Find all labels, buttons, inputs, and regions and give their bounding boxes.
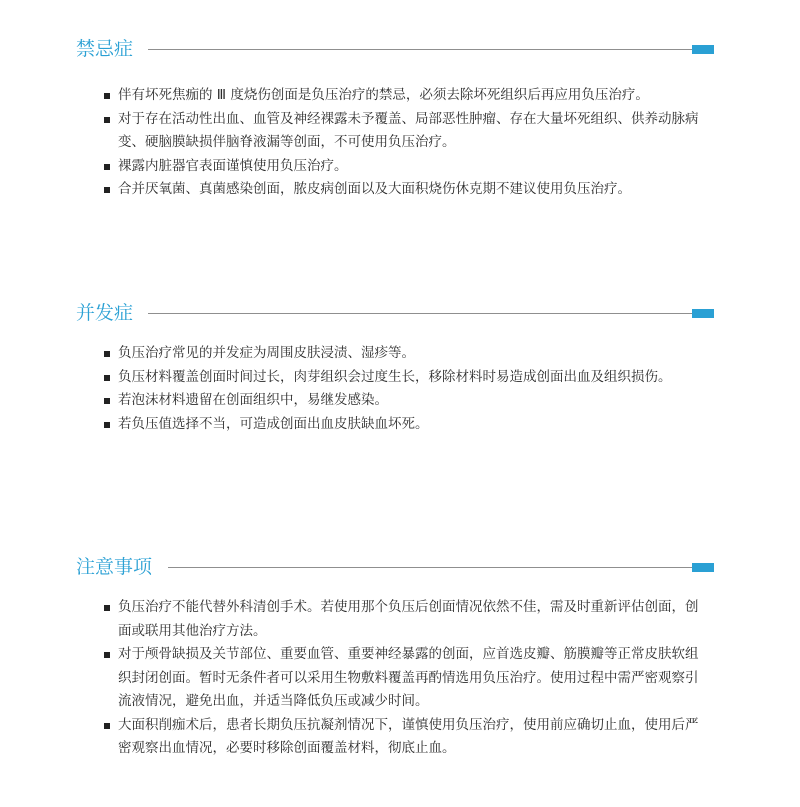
list-item: 裸露内脏器官表面谨慎使用负压治疗。	[104, 155, 704, 179]
section-tab-marker	[692, 563, 714, 572]
contraindications-list	[104, 84, 704, 202]
section-header	[0, 554, 800, 584]
section-tab-marker	[692, 309, 714, 318]
section-divider-line	[148, 49, 692, 50]
list-item: 负压材料覆盖创面时间过长，肉芽组织会过度生长，移除材料时易造成创面出血及组织损伤。	[104, 366, 704, 390]
bullet-icon	[104, 398, 110, 404]
bullet-icon	[104, 422, 110, 428]
complications-list	[104, 342, 704, 436]
section-complications	[0, 300, 800, 432]
section-title: 并发症	[76, 300, 141, 326]
bullet-icon	[104, 652, 110, 658]
bullet-icon	[104, 164, 110, 170]
section-divider-line	[168, 567, 692, 568]
bullet-icon	[104, 723, 110, 729]
list-item: 大面积削痂术后，患者长期负压抗凝剂情况下，谨慎使用负压治疗，使用前应确切止血，使用后严密观察出血情况，必要时移除创面覆盖材料，彻底止血。	[104, 714, 704, 761]
bullet-icon	[104, 93, 110, 99]
bullet-icon	[104, 605, 110, 611]
bullet-icon	[104, 375, 110, 381]
bullet-icon	[104, 117, 110, 123]
section-header	[0, 36, 800, 66]
section-title: 禁忌症	[76, 36, 141, 62]
precautions-list	[104, 596, 704, 761]
list-item: 伴有坏死焦痂的 Ⅲ 度烧伤创面是负压治疗的禁忌，必须去除坏死组织后再应用负压治疗。	[104, 84, 704, 108]
list-item: 对于颅骨缺损及关节部位、重要血管、重要神经暴露的创面，应首选皮瓣、筋膜瓣等正常皮肤软组织封闭创面。暂时无条件者可以采用生物敷料覆盖再酌情选用负压治疗。使用过程中需严密观察引流液情况，避免出血，并适当降低负压或减少时间。	[104, 643, 704, 714]
list-item: 负压治疗常见的并发症为周围皮肤浸渍、湿疹等。	[104, 342, 704, 366]
section-divider-line	[148, 313, 692, 314]
section-title: 注意事项	[76, 554, 160, 580]
list-item: 合并厌氧菌、真菌感染创面，脓皮病创面以及大面积烧伤休克期不建议使用负压治疗。	[104, 178, 704, 202]
section-precautions	[0, 554, 800, 756]
section-tab-marker	[692, 45, 714, 54]
bullet-icon	[104, 351, 110, 357]
list-item: 若负压值选择不当，可造成创面出血皮肤缺血坏死。	[104, 413, 704, 437]
section-header	[0, 300, 800, 330]
section-contraindications	[0, 36, 800, 197]
list-item: 负压治疗不能代替外科清创手术。若使用那个负压后创面情况依然不佳，需及时重新评估创面，创面或联用其他治疗方法。	[104, 596, 704, 643]
list-item: 对于存在活动性出血、血管及神经裸露未予覆盖、局部恶性肿瘤、存在大量坏死组织、供养动脉病变、硬脑膜缺损伴脑脊液漏等创面，不可使用负压治疗。	[104, 108, 704, 155]
bullet-icon	[104, 187, 110, 193]
list-item: 若泡沫材料遗留在创面组织中，易继发感染。	[104, 389, 704, 413]
